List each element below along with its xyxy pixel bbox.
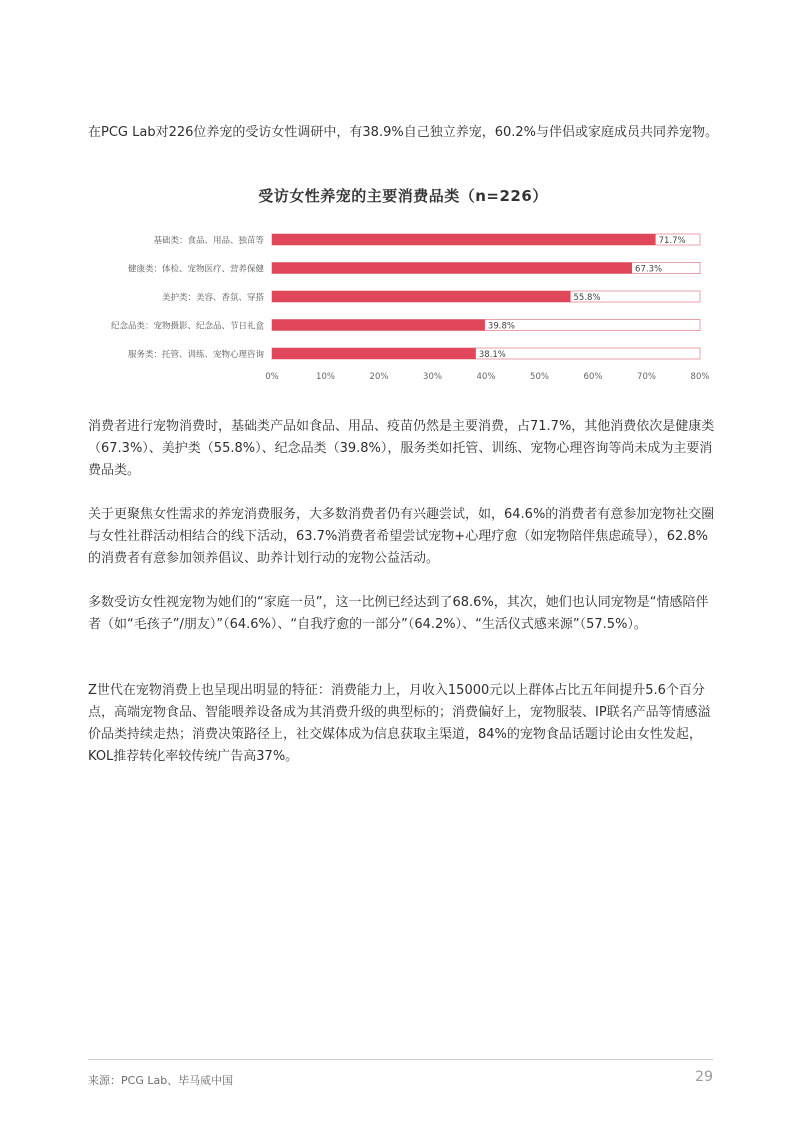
bar	[272, 263, 632, 274]
consumption-category-chart	[88, 185, 718, 385]
category-label: 服务类：托管、训练、宠物心理咨询	[127, 350, 264, 360]
paragraph-pet-role: 多数受访女性视宠物为她们的“家庭一员”，这一比例已经达到了68.6%，其次，她们也认同宠物是“情感陪伴者（如“毛孩子”/朋友）”（64.6%）、“自我疗愈的一部分”（64.2%）、“生活仪式感来源”（57.5%）。	[88, 595, 709, 632]
bar	[272, 291, 571, 302]
footer-source: 来源：PCG Lab、毕马威中国	[88, 1074, 234, 1087]
category-label: 基础类：食品、用品、独苗等	[153, 236, 264, 246]
value-label: 71.7%	[658, 236, 686, 246]
x-tick-label: 40%	[476, 372, 496, 382]
bar	[272, 320, 485, 331]
x-tick-label: 30%	[423, 372, 442, 382]
value-label: 67.3%	[635, 264, 663, 275]
paragraph-gen-z: Z世代在宠物消费上也呈现出明显的特征：消费能力上，月收入15000元以上群体占比五年间提升5.6个百分点，高端宠物食品、智能喂养设备成为其消费升级的典型标的；消费偏好上，宠物服装、IP联名产品等情感溢价品类持续走热；消费决策路径上，社交媒体成为信息获取主渠道，84%的宠物食品话题讨论由女性发起，KOL推荐转化率较传统广告高37%。	[88, 683, 711, 764]
x-tick-label: 70%	[637, 372, 656, 382]
x-tick-label: 50%	[530, 372, 549, 382]
x-tick-label: 60%	[583, 372, 603, 382]
x-tick-label: 80%	[690, 372, 710, 382]
bar-chart-svg	[88, 185, 718, 385]
paragraph-category-summary: 消费者进行宠物消费时，基础类产品如食品、用品、疫苗仍然是主要消费，占71.7%，其他消费依次是健康类（67.3%）、美护类（55.8%）、纪念品类（39.8%），服务类如托管、训练、宠物心理咨询等尚未成为主要消费品类。	[88, 419, 715, 478]
value-label: 39.8%	[487, 321, 515, 332]
value-label: 55.8%	[573, 293, 601, 303]
category-label: 纪念品类：宠物摄影、纪念品、节日礼盒	[110, 321, 264, 332]
value-label: 38.1%	[478, 350, 506, 360]
chart-title: 受访女性养宠的主要消费品类（n=226）	[258, 187, 548, 205]
bar	[272, 234, 656, 245]
x-tick-label: 0%	[265, 372, 279, 382]
x-tick-label: 10%	[316, 372, 335, 382]
bar	[272, 348, 476, 359]
x-tick-label: 20%	[369, 372, 389, 382]
page-number: 29	[695, 1069, 713, 1085]
intro-paragraph: 在PCG Lab对226位养宠的受访女性调研中，有38.9%自己独立养宠，60.2%与伴侣或家庭成员共同养宠物。	[88, 125, 718, 140]
footer-divider	[88, 1059, 713, 1060]
category-label: 健康类：体检、宠物医疗、营养保健	[127, 264, 264, 275]
paragraph-female-services: 关于更聚焦女性需求的养宠消费服务，大多数消费者仍有兴趣尝试，如，64.6%的消费者有意参加宠物社交圈与女性社群活动相结合的线下活动，63.7%消费者希望尝试宠物+心理疗愈（如宠物陪伴焦虑疏导），62.8%的消费者有意参加领养倡议、助养计划行动的宠物公益活动。	[88, 507, 715, 566]
category-label: 美护类：美容、香氛、穿搭	[161, 293, 264, 303]
